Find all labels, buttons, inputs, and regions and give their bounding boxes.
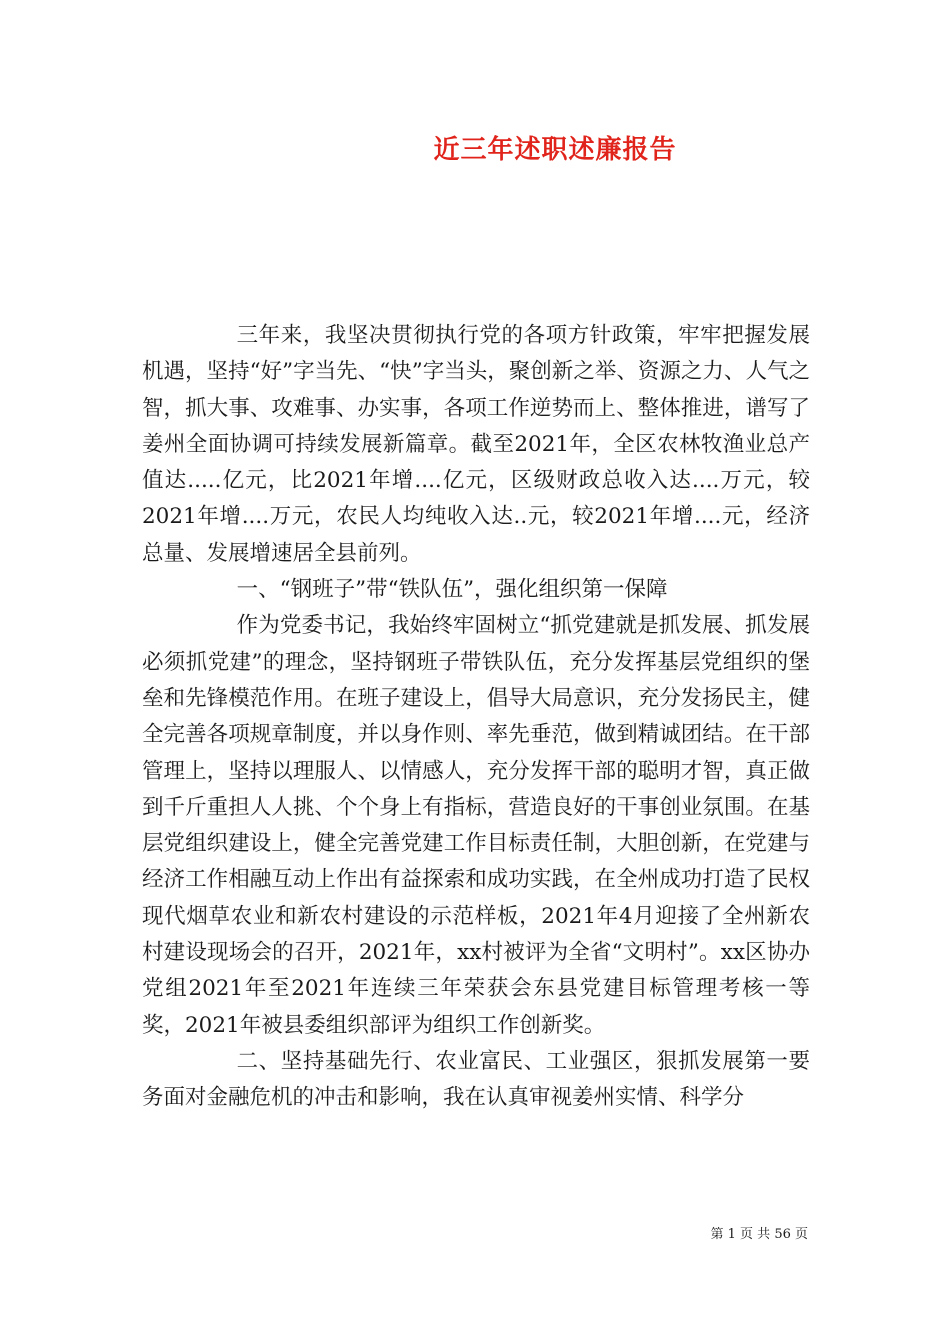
document-body xyxy=(142,318,810,1117)
page-number: 第 1 页 共 56 页 xyxy=(710,1227,808,1242)
paragraph-intro: 三年来，我坚决贯彻执行党的各项方针政策，牢牢把握发展机遇，坚持“好”字当先、“快”字当头，聚创新之举、资源之力、人气之智，抓大事、攻难事、办实事，各项工作逆势而上、整体推进，谱写了姜州全面协调可持续发展新篇章。截至2021年，全区农林牧渔业总产值达.....亿元，比2021年增....亿元，区级财政总收入达....万元，较2021年增....万元，农民人均纯收入达..元，较2021年增....元，经济总量、发展增速居全县前列。 xyxy=(142,323,810,566)
paragraph-section-1: 作为党委书记，我始终牢固树立“抓党建就是抓发展、抓发展必须抓党建”的理念，坚持钢班子带铁队伍，充分发挥基层党组织的堡垒和先锋模范作用。在班子建设上，倡导大局意识，充分发扬民主，健全完善各项规章制度，并以身作则、率先垂范，做到精诚团结。在干部管理上，坚持以理服人、以情感人，充分发挥干部的聪明才智，真正做到千斤重担人人挑、个个身上有指标，营造良好的干事创业氛围。在基层党组织建设上，健全完善党建工作目标责任制，大胆创新，在党建与经济工作相融互动上作出有益探索和成功实践，在全州成功打造了民权现代烟草农业和新农村建设的示范样板，2021年4月迎接了全州新农村建设现场会的召开，2021年，xx村被评为全省“文明村”。xx区协办党组2021年至2021年连续三年荣获会东县党建目标管理考核一等奖，2021年被县委组织部评为组织工作创新奖。 xyxy=(142,613,810,1038)
section-heading-1: 一、“钢班子”带“铁队伍”，强化组织第一保障 xyxy=(236,577,668,603)
section-heading-2: 二、坚持基础先行、农业富民、工业强区，狠抓发展第一要务面对金融危机的冲击和影响，我在认真审视姜州实情、科学分 xyxy=(142,1048,810,1111)
document-title: 近三年述职述廉报告 xyxy=(433,135,677,165)
